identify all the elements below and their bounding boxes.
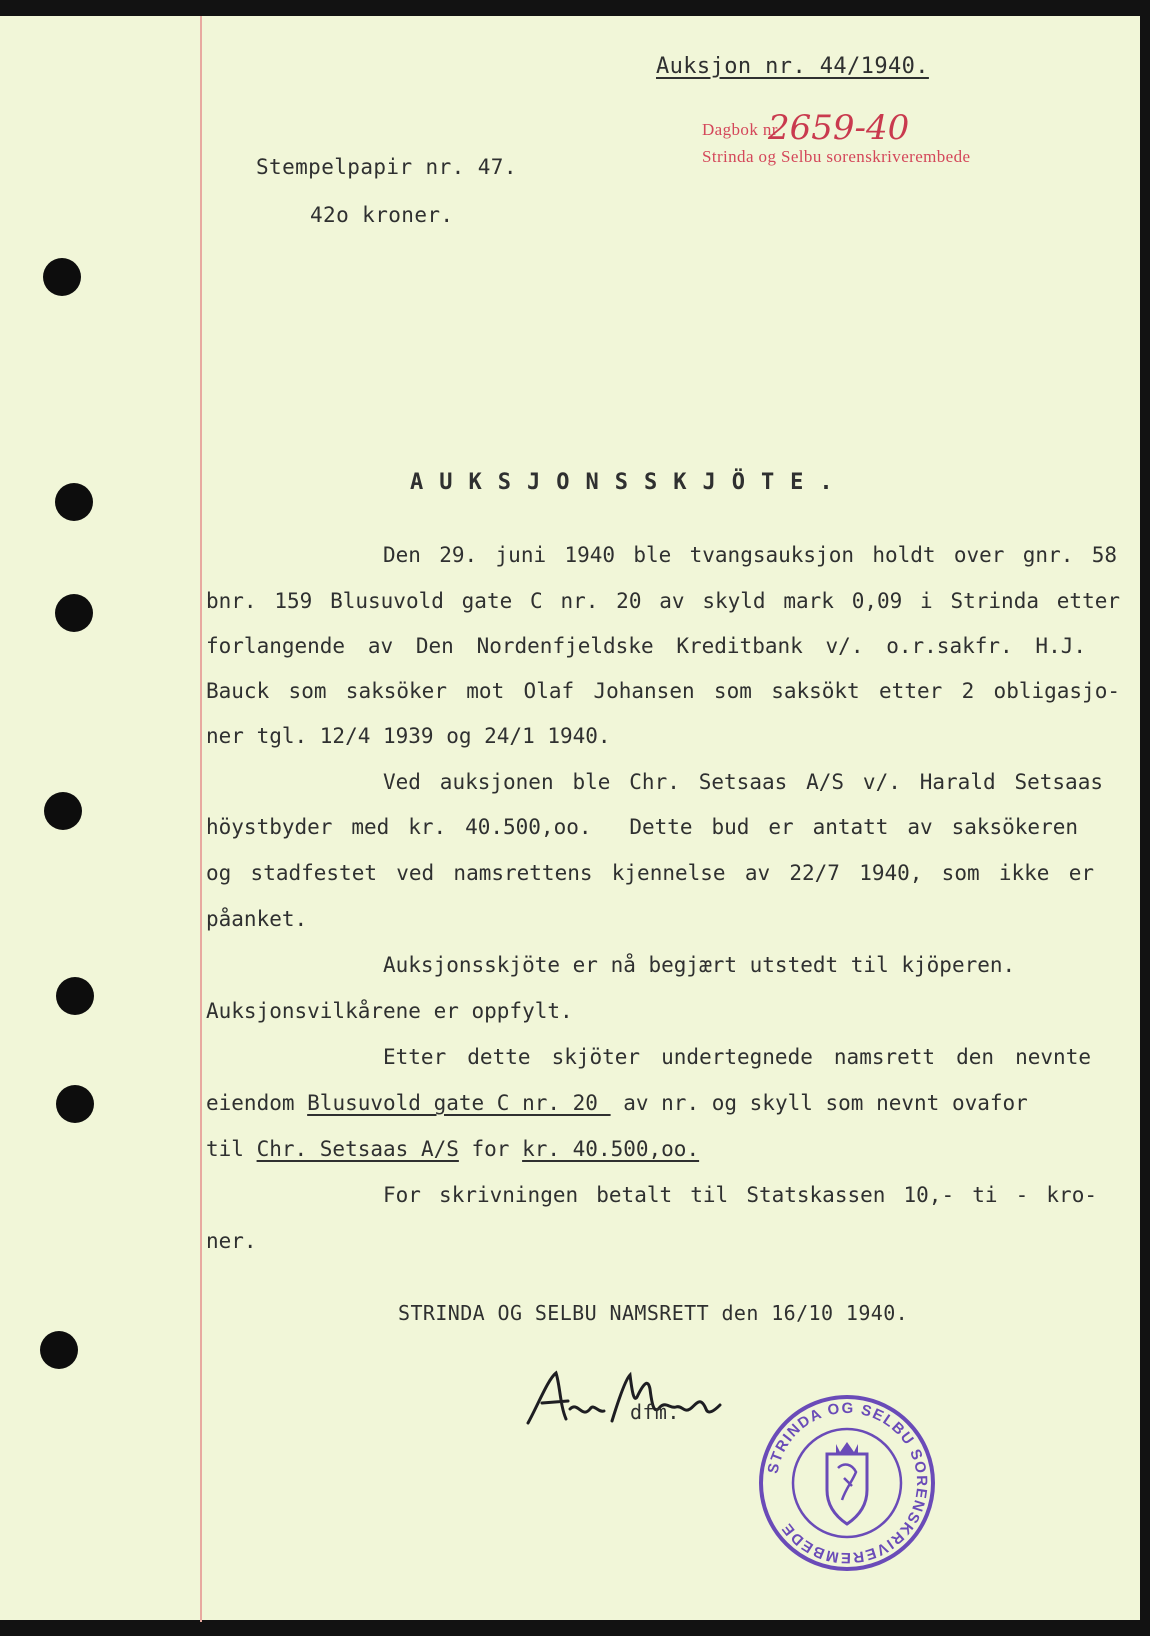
body-line: Auksjonsskjöte er nå begjært utstedt til kjöperen.	[383, 953, 1016, 977]
punch-hole	[55, 483, 93, 521]
scan-border-top	[0, 0, 1150, 16]
body-line: Auksjonsvilkårene er oppfylt.	[206, 999, 573, 1023]
body-line: ner tgl. 12/4 1939 og 24/1 1940.	[206, 724, 611, 748]
punch-hole	[44, 792, 82, 830]
auction-number: Auksjon nr. 44/1940.	[656, 54, 929, 79]
body-text: eiendom	[206, 1091, 308, 1115]
body-line: påanket.	[206, 907, 308, 931]
body-line: og stadfestet ved namsrettens kjennelse av 22/7 1940, som ikke er	[206, 861, 1094, 885]
body-line: For skrivningen betalt til Statskassen 10,- ti - kro-	[383, 1183, 1097, 1207]
signer-title: dfm.	[630, 1400, 680, 1424]
punch-hole	[56, 1085, 94, 1123]
scan-border-right	[1140, 0, 1150, 1636]
punch-hole	[40, 1331, 78, 1369]
body-text: for	[458, 1137, 523, 1161]
court-and-date: STRINDA OG SELBU NAMSRETT den 16/10 1940.	[398, 1301, 909, 1325]
registry-stamp-office: Strinda og Selbu sorenskriverembede	[702, 147, 971, 166]
official-seal-icon	[752, 1388, 942, 1578]
body-text: av nr. og skyll som nevnt ovafor	[610, 1091, 1028, 1115]
registry-stamp-label: Dagbok nr	[702, 120, 778, 139]
registry-stamp-number: 2659-40	[768, 108, 910, 148]
punch-hole	[56, 977, 94, 1015]
buyer-name: Chr. Setsaas A/S	[256, 1137, 459, 1161]
body-line: Ved auksjonen ble Chr. Setsaas A/S v/. Harald Setsaas	[383, 770, 1103, 794]
body-line: bnr. 159 Blusuvold gate C nr. 20 av skyld mark 0,09 i Strinda etter	[206, 589, 1120, 613]
property-name: Blusuvold gate C nr. 20	[307, 1091, 611, 1115]
purchase-price: kr. 40.500,oo.	[522, 1137, 700, 1161]
punch-hole	[43, 258, 81, 296]
body-line: höystbyder med kr. 40.500,oo. Dette bud er antatt av saksökeren	[206, 815, 1078, 839]
stamp-paper-amount: 42o kroner.	[310, 203, 454, 227]
stamp-paper-number: Stempelpapir nr. 47.	[256, 155, 517, 179]
body-text: til	[206, 1137, 257, 1161]
body-line: Etter dette skjöter undertegnede namsrett den nevnte	[383, 1045, 1091, 1069]
scan-border-bottom	[0, 1620, 1150, 1636]
margin-rule	[200, 16, 202, 1622]
body-line: Bauck som saksöker mot Olaf Johansen som saksökt etter 2 obligasjo-	[206, 679, 1120, 703]
svg-text:STRINDA OG SELBU SORENSKRIVERE: STRINDA OG SELBU SORENSKRIVEREMBEDE	[764, 1399, 931, 1567]
document-title: AUKSJONSSKJÖTE.	[410, 470, 849, 495]
body-line: ner.	[206, 1229, 257, 1253]
punch-hole	[55, 594, 93, 632]
handwritten-signature	[520, 1365, 730, 1435]
body-line-property	[206, 1091, 1120, 1115]
body-line: forlangende av Den Nordenfjeldske Kreditbank v/. o.r.sakfr. H.J.	[206, 634, 1086, 658]
body-line-buyer	[206, 1137, 1120, 1161]
body-line: Den 29. juni 1940 ble tvangsauksjon holdt over gnr. 58	[383, 543, 1117, 567]
